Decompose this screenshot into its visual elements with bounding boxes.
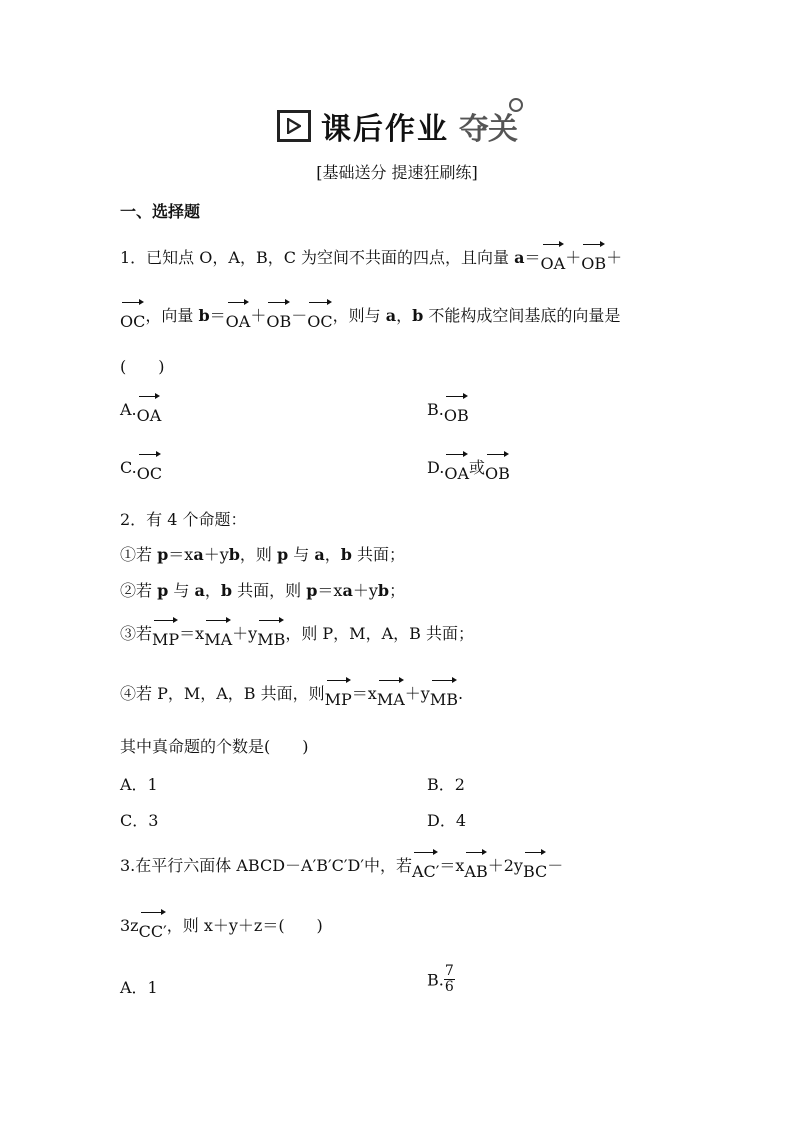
vector-ma: MA: [204, 620, 232, 642]
vector-ob: OB: [581, 244, 606, 266]
brand-logo: 夺关: [459, 104, 517, 148]
q2-proposition-3: ③若MP＝xMA＋yMB，则 P，M，A，B 共面；: [120, 620, 474, 644]
vector-oa: OA: [137, 396, 162, 418]
vector-ab: AB: [464, 852, 487, 874]
page-subtitle: [基础送分 提速狂刷练]: [316, 163, 478, 182]
q2-proposition-2: ②若 p 与 a，b 共面，则 p＝xa＋yb；: [120, 581, 406, 600]
q2-question: 其中真命题的个数是( ): [120, 737, 309, 756]
vector-mp: MP: [325, 680, 352, 702]
q2-option-a[interactable]: A．1: [120, 775, 158, 794]
q3-stem-line1: 3.在平行六面体 ABCD－A′B′C′D′中，若AC′＝xAB＋2yBC－: [120, 852, 563, 876]
vector-oc: OC: [307, 302, 332, 324]
vector-ma: MA: [377, 680, 405, 702]
q1-option-d[interactable]: D.OA或OB: [427, 454, 510, 478]
fraction-seven-sixths: $\frac{7}{6}$: [444, 963, 454, 996]
q2-stem: 2．有 4 个命题：: [120, 510, 247, 529]
section-heading: 一、选择题: [120, 202, 201, 221]
play-icon: [277, 110, 311, 142]
q2-option-b[interactable]: B．2: [427, 775, 465, 794]
vector-oa: OA: [541, 244, 566, 266]
q1-stem-line1: 1．已知点 O，A，B，C 为空间不共面的四点，且向量 a＝OA＋OB＋: [120, 244, 622, 268]
vector-mb: MB: [257, 620, 285, 642]
q1-option-a[interactable]: A.OA: [120, 396, 161, 419]
vector-ob: OB: [266, 302, 291, 324]
vector-oa: OA: [444, 454, 469, 476]
q2-proposition-4: ④若 P，M，A，B 共面，则MP＝xMA＋yMB.: [120, 680, 463, 704]
vector-ac-prime: AC′: [412, 852, 439, 874]
brand-badge-icon: [509, 98, 523, 112]
page-header: [0, 104, 794, 148]
vector-mp: MP: [152, 620, 179, 642]
vector-ob: OB: [485, 454, 510, 476]
vector-oc: OC: [120, 302, 145, 324]
q3-option-a[interactable]: A．1: [120, 978, 158, 997]
vector-cc-prime: CC′: [139, 912, 167, 934]
q3-option-b[interactable]: B. $\frac{7}{6}$: [427, 963, 454, 996]
q2-proposition-1: ①若 p＝xa＋yb，则 p 与 a，b 共面；: [120, 545, 406, 564]
vector-oa: OA: [226, 302, 251, 324]
vector-oc: OC: [137, 454, 162, 476]
page-title: 课后作业: [321, 112, 449, 147]
q2-option-c[interactable]: C．3: [120, 811, 159, 830]
q1-answer-paren: ( ): [120, 357, 165, 376]
q1-option-b[interactable]: B.OB: [427, 396, 469, 419]
vector-ob: OB: [444, 396, 469, 418]
q1-option-c[interactable]: C.OC: [120, 454, 162, 477]
vector-mb: MB: [430, 680, 458, 702]
q2-option-d[interactable]: D．4: [427, 811, 467, 830]
vector-bc: BC: [523, 852, 547, 874]
q3-stem-line2: 3zCC′，则 x＋y＋z＝( ): [120, 912, 323, 936]
q1-stem-line2: OC，向量 b＝OA＋OB－OC，则与 a，b 不能构成空间基底的向量是: [120, 302, 620, 326]
